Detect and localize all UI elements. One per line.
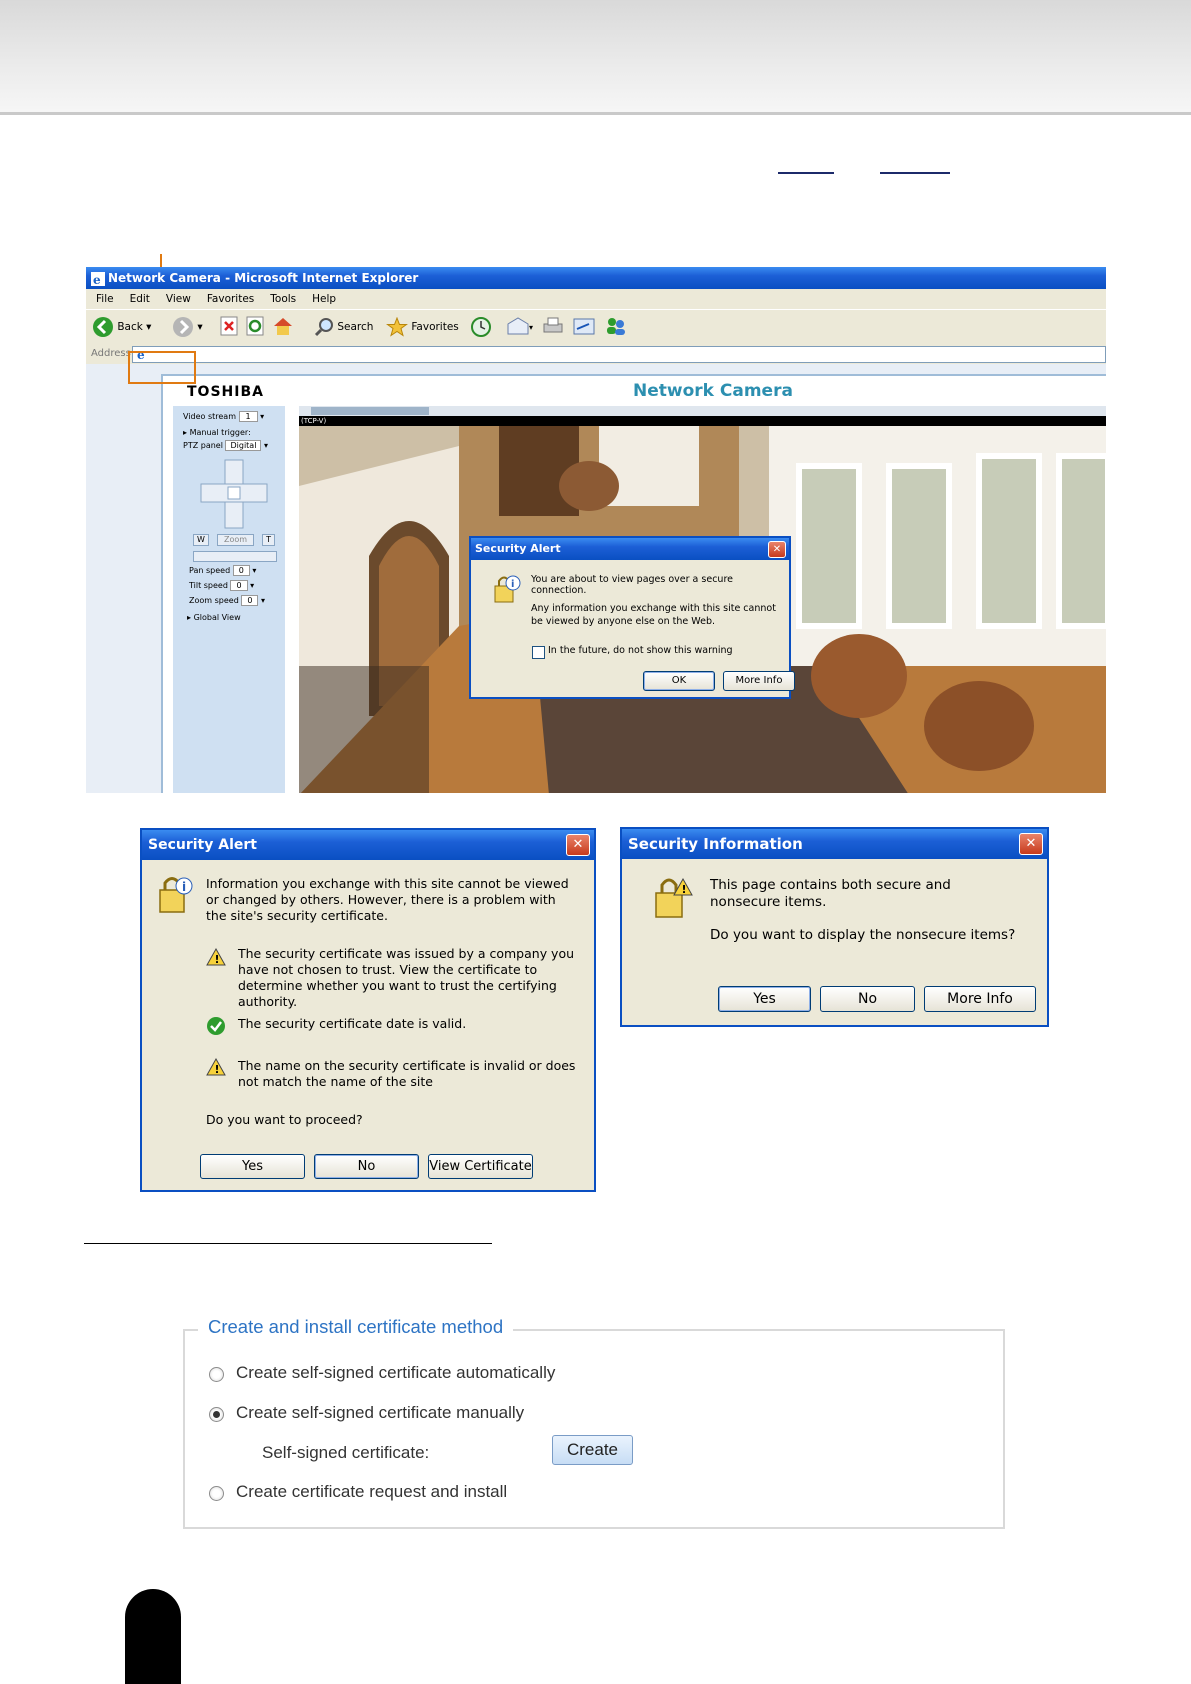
svg-text:!: ! bbox=[681, 883, 687, 896]
svg-text:▾: ▾ bbox=[529, 323, 534, 332]
page-number-tab bbox=[125, 1589, 181, 1684]
favorites-label: Favorites bbox=[411, 321, 459, 333]
stream-tag: (TCP-V) bbox=[299, 416, 1106, 426]
search-button[interactable] bbox=[314, 316, 373, 338]
warning-icon bbox=[206, 1058, 226, 1076]
lock-icon bbox=[156, 874, 194, 914]
favorites-button[interactable] bbox=[386, 316, 459, 338]
security-alert-small-title: Security Alert bbox=[471, 538, 789, 560]
radio-create-auto[interactable] bbox=[209, 1367, 224, 1382]
ptz-panel-label: PTZ panel bbox=[183, 441, 223, 450]
option-create-auto-label: Create self-signed certificate automatically bbox=[236, 1363, 556, 1382]
menu-tools[interactable]: Tools bbox=[270, 293, 297, 305]
edit-icon[interactable] bbox=[572, 316, 596, 338]
manual-trigger-label[interactable]: Manual trigger bbox=[189, 428, 249, 437]
zoom-speed-label: Zoom speed bbox=[189, 596, 239, 605]
toshiba-logo: TOSHIBA bbox=[187, 384, 264, 400]
star-icon bbox=[386, 317, 408, 337]
address-label: Address bbox=[91, 348, 131, 359]
svg-text:i: i bbox=[511, 579, 515, 590]
security-information-dialog bbox=[620, 827, 1049, 1027]
back-button[interactable]: Back ▾ bbox=[92, 316, 151, 338]
callout-box bbox=[128, 351, 196, 384]
back-label: Back bbox=[117, 321, 143, 333]
security-information-line1: This page contains both secure and nonsecure items. bbox=[710, 877, 951, 910]
messenger-icon[interactable] bbox=[604, 316, 628, 338]
security-alert-small-line2: Any information you exchange with this site cannot be viewed by anyone else on the Web. bbox=[531, 603, 776, 627]
refresh-icon[interactable] bbox=[246, 316, 264, 338]
menu-file[interactable]: File bbox=[96, 293, 114, 305]
zoom-wide-button[interactable]: W bbox=[193, 534, 209, 546]
camera-page-title: Network Camera bbox=[633, 381, 793, 401]
warning-icon bbox=[206, 948, 226, 966]
view-certificate-button[interactable]: View Certificate bbox=[428, 1154, 533, 1179]
security-alert-small-line1: You are about to view pages over a secure connection. bbox=[531, 574, 733, 596]
search-label: Search bbox=[337, 321, 374, 333]
ie-content-area bbox=[86, 364, 1106, 793]
security-alert-intro: Information you exchange with this site cannot be viewed or changed by others. However, there is a problem with the site's security certificate. bbox=[206, 876, 569, 923]
svg-text:!: ! bbox=[214, 953, 220, 966]
option-create-manual-label: Create self-signed certificate manually bbox=[236, 1403, 525, 1422]
home-icon[interactable] bbox=[272, 316, 294, 338]
ptz-panel-select[interactable]: Digital bbox=[225, 440, 261, 451]
more-info-button[interactable]: More Info bbox=[924, 986, 1036, 1012]
address-field[interactable] bbox=[132, 346, 1106, 363]
lock-info-icon bbox=[493, 574, 521, 604]
ie-menubar bbox=[86, 289, 1106, 309]
svg-text:i: i bbox=[182, 880, 187, 894]
yes-button[interactable]: Yes bbox=[200, 1154, 305, 1179]
option-create-request-label: Create certificate request and install bbox=[236, 1482, 508, 1501]
certificate-date-text: The security certificate date is valid. bbox=[238, 1016, 467, 1031]
ptz-preset-row[interactable] bbox=[193, 551, 277, 562]
certificate-untrusted-text: The security certificate was issued by a company you have not chosen to trust. View the certificate to determine whether you want to trust the certifying authority. bbox=[238, 946, 575, 1009]
tilt-speed-select[interactable]: 0 bbox=[230, 580, 247, 591]
ie-address-bar bbox=[86, 344, 1106, 364]
radio-create-manual[interactable] bbox=[209, 1407, 224, 1422]
mail-icon[interactable] bbox=[506, 316, 534, 338]
print-icon[interactable] bbox=[542, 316, 564, 338]
zoom-row bbox=[193, 534, 275, 546]
search-icon bbox=[314, 317, 334, 337]
ok-button[interactable]: OK bbox=[643, 671, 715, 691]
stop-icon[interactable] bbox=[220, 316, 238, 338]
pan-speed-label: Pan speed bbox=[189, 566, 231, 575]
global-view-label[interactable]: Global View bbox=[193, 613, 241, 622]
create-button[interactable]: Create bbox=[552, 1435, 633, 1465]
security-alert-title: Security Alert bbox=[142, 830, 594, 860]
lock-warning-icon bbox=[652, 875, 694, 919]
history-icon[interactable] bbox=[470, 316, 492, 338]
close-icon[interactable]: ✕ bbox=[768, 541, 786, 558]
close-icon[interactable]: ✕ bbox=[1019, 833, 1043, 855]
forward-arrow-icon bbox=[172, 316, 194, 338]
no-button[interactable]: No bbox=[820, 986, 915, 1012]
certificate-method-legend: Create and install certificate method bbox=[198, 1316, 513, 1338]
close-icon[interactable]: ✕ bbox=[566, 834, 590, 856]
back-arrow-icon bbox=[92, 316, 114, 338]
link-underline-2[interactable] bbox=[880, 172, 950, 174]
tilt-speed-label: Tilt speed bbox=[189, 581, 228, 590]
proceed-question: Do you want to proceed? bbox=[206, 1112, 363, 1127]
forward-button[interactable]: ▾ bbox=[172, 316, 203, 338]
yes-button[interactable]: Yes bbox=[718, 986, 811, 1012]
self-signed-certificate-label: Self-signed certificate: bbox=[262, 1443, 430, 1462]
check-icon bbox=[206, 1016, 226, 1036]
svg-text:!: ! bbox=[214, 1063, 220, 1076]
nonsecure-question: Do you want to display the nonsecure items? bbox=[710, 927, 1016, 943]
ie-title-text: Network Camera - Microsoft Internet Explorer bbox=[108, 271, 419, 285]
menu-favorites[interactable]: Favorites bbox=[206, 293, 255, 305]
security-alert-dialog bbox=[140, 828, 596, 1192]
more-info-button[interactable]: More Info bbox=[723, 671, 795, 691]
zoom-tele-button[interactable]: T bbox=[262, 534, 275, 546]
section-rule bbox=[84, 1243, 492, 1244]
ie-window bbox=[86, 267, 1106, 793]
svg-text:e: e bbox=[93, 273, 101, 286]
dont-show-checkbox[interactable] bbox=[532, 646, 545, 659]
ie-icon bbox=[91, 271, 105, 285]
dont-show-label: In the future, do not show this warning bbox=[548, 645, 733, 656]
camera-sidebar: Video stream 1 ▾ ▸ Manual trigger: PTZ panel Digital ▾ W Zoom T Pan speed 0 ▾ Tilt speed 0 ▾ Zoom speed 0 ▾ ▸ Global View bbox=[173, 406, 285, 793]
page-header-band bbox=[0, 0, 1191, 115]
no-button[interactable]: No bbox=[314, 1154, 419, 1179]
link-underline-1[interactable] bbox=[778, 172, 834, 174]
svg-text:e: e bbox=[137, 348, 145, 362]
certificate-name-text: The name on the security certificate is invalid or does not match the name of the site bbox=[238, 1058, 576, 1089]
video-stream-label: Video stream bbox=[183, 412, 236, 421]
video-stream-select[interactable]: 1 bbox=[239, 411, 258, 422]
zoom-label: Zoom bbox=[217, 534, 254, 546]
ptz-direction-pad[interactable] bbox=[199, 458, 269, 530]
menu-edit[interactable]: Edit bbox=[129, 293, 150, 305]
security-information-title: Security Information bbox=[622, 829, 1047, 859]
ie-title-bar bbox=[86, 267, 1106, 289]
menu-view[interactable]: View bbox=[165, 293, 191, 305]
zoom-speed-select[interactable]: 0 bbox=[241, 595, 258, 606]
pan-speed-select[interactable]: 0 bbox=[233, 565, 250, 576]
security-alert-small-dialog bbox=[469, 536, 791, 699]
radio-create-request[interactable] bbox=[209, 1486, 224, 1501]
menu-help[interactable]: Help bbox=[312, 293, 337, 305]
ie-toolbar bbox=[86, 309, 1106, 345]
video-format-tabs[interactable] bbox=[299, 406, 1106, 416]
